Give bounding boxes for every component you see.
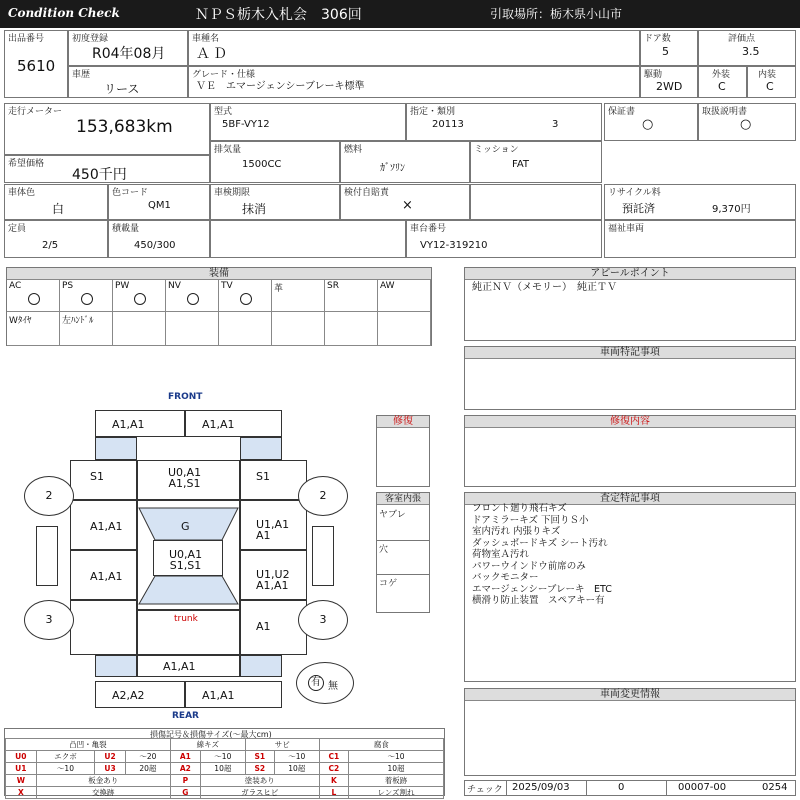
equip-cell-AC — [7, 280, 60, 312]
equip-check-mark — [187, 293, 199, 305]
grade-label: グレード・仕様 — [192, 70, 256, 80]
disp-value: 1500CC — [242, 159, 282, 170]
equip-cell-row2 — [166, 312, 219, 346]
legend-cell: U3 — [95, 763, 126, 775]
fuel-label: 燃料 — [344, 145, 363, 155]
score-value: 3.5 — [742, 45, 760, 58]
insurance-label: 検付自賠責 — [344, 188, 390, 198]
model-value: 5BF-VY12 — [222, 119, 270, 130]
legend-cell: U0 — [6, 751, 37, 763]
roof-value: U0,A1 S1,S1 — [169, 548, 203, 572]
equipment-grid — [7, 280, 431, 346]
legend-cell: S1 — [245, 751, 274, 763]
legend-cell: G — [170, 787, 200, 799]
wheel-rear-right: 3 — [298, 600, 348, 640]
load-value: 450/300 — [134, 240, 176, 251]
equip-cell-row2 — [378, 312, 431, 346]
equip-cell-row2 — [113, 312, 166, 346]
recycle-label: リサイクル料 — [608, 188, 661, 198]
equip-cell-TV — [219, 280, 272, 312]
spec-value-2: 3 — [552, 119, 559, 130]
inspector-note-line: ドアミラーキズ 下回りＳ小 — [472, 514, 589, 526]
legend-cell: 交換跡 — [36, 787, 170, 799]
cabin-item-burn: コゲ — [379, 579, 398, 589]
equip-label: PW — [115, 281, 130, 291]
left-quarter — [70, 600, 137, 655]
legend-title: 損傷記号＆損傷サイズ(～最大cm) — [150, 730, 272, 739]
history-label: 車歴 — [72, 70, 91, 80]
left-rear-pillar — [95, 655, 137, 677]
code-label: 色コード — [112, 188, 149, 198]
inspector-note-line: 室内汚れ 内張りキズ — [472, 526, 561, 537]
wheel-front-left: 2 — [24, 476, 74, 516]
windshield-value: G — [181, 520, 190, 533]
history-value: リース — [104, 82, 140, 96]
lot-number: 5610 — [17, 57, 56, 75]
right-rear-pillar — [240, 655, 282, 677]
inspector-note-line: 横滑り防止装置 スペアキー有 — [472, 595, 605, 606]
repair-box-title: 修復 — [377, 416, 429, 428]
equip-label: SR — [327, 281, 339, 291]
equip-cell-AW — [378, 280, 431, 312]
wheel-front-right: 2 — [298, 476, 348, 516]
disp-label: 排気量 — [214, 145, 242, 155]
repair-title: 修復内容 — [465, 416, 795, 428]
equip-label: PS — [62, 281, 74, 291]
legend-cell: サビ — [245, 739, 319, 751]
legend-cell: レンズ割れ — [348, 787, 443, 799]
mirror-right — [312, 526, 334, 586]
legend-cell: 板金あり — [36, 775, 170, 787]
capacity-label: 定員 — [8, 224, 27, 234]
legend-cell: S2 — [245, 763, 274, 775]
equip-cell-革 — [272, 280, 325, 312]
equip-cell-row2 — [272, 312, 325, 346]
legend-cell: 腐食 — [319, 739, 443, 751]
change-panel — [464, 688, 796, 776]
model-label: 型式 — [214, 107, 233, 117]
cabin-item-hole: 穴 — [379, 545, 389, 555]
equipment-title: 装備 — [7, 268, 431, 280]
trunk-label: trunk — [174, 614, 198, 624]
equip-label: AC — [9, 281, 22, 291]
mirror-left — [36, 526, 58, 586]
legend-cell: 10超 — [200, 763, 245, 775]
rear-label: REAR — [172, 711, 199, 721]
score-label: 評価点 — [728, 34, 756, 44]
auction-title: ＮＰＳ栃木入札会 306回 — [195, 7, 362, 23]
front-label: FRONT — [168, 392, 203, 402]
welfare-label: 福祉車両 — [608, 224, 645, 234]
pickup-location: 引取場所：栃木県小山市 — [490, 7, 623, 21]
exterior-label: 外装 — [712, 70, 731, 80]
check-zero: 0 — [618, 782, 625, 793]
legend-table — [5, 738, 444, 799]
wheel-rear-left: 3 — [24, 600, 74, 640]
legend-cell: U2 — [95, 751, 126, 763]
price-label: 希望価格 — [8, 159, 45, 169]
right-front-pillar — [240, 437, 282, 460]
interior-value: C — [766, 80, 774, 93]
doors-value: 5 — [662, 45, 669, 58]
manual-value: ○ — [740, 117, 752, 132]
code-value: QM1 — [148, 200, 171, 211]
inspector-note-line: エマージェンシーブレーキ ETC — [472, 583, 612, 595]
header-title: Condition Check — [8, 6, 120, 20]
insurance-value: × — [402, 198, 413, 213]
legend-cell: ～10 — [36, 763, 95, 775]
legend-cell: ～10 — [274, 751, 319, 763]
car-name: ＡＤ — [196, 46, 230, 62]
price-value: 450千円 — [72, 167, 127, 183]
equip-cell-NV — [166, 280, 219, 312]
equip-label: Wﾀｲﾔ — [9, 316, 32, 326]
cabin-title: 客室内張 — [377, 493, 429, 505]
equip-cell-row2 — [219, 312, 272, 346]
inspector-note-line: ダッシュボードキズ シート汚れ — [472, 537, 608, 549]
legend-cell: X — [6, 787, 37, 799]
interior-label: 内装 — [758, 70, 777, 80]
legend-cell: U1 — [6, 763, 37, 775]
equip-label: NV — [168, 281, 181, 291]
front-right-value: A1,A1 — [202, 418, 235, 431]
appeal-text: 純正ＮＶ（メモリー） 純正ＴＶ — [472, 282, 617, 293]
first-reg-label: 初度登録 — [72, 34, 109, 44]
color-label: 車体色 — [8, 188, 36, 198]
left-front-pillar — [95, 437, 137, 460]
load-label: 積載量 — [112, 224, 140, 234]
check-date: 2025/09/03 — [512, 782, 570, 793]
equip-check-mark — [81, 293, 93, 305]
legend-cell: 塗装あり — [200, 775, 319, 787]
legend-cell: A1 — [170, 751, 200, 763]
recycle-status: 預託済 — [622, 202, 655, 215]
legend-cell: エクボ — [36, 751, 95, 763]
inspector-note-line: パワーウインドウ前席のみ — [472, 560, 586, 572]
special-title: 車両特記事項 — [465, 347, 795, 359]
manual-label: 取扱説明書 — [702, 107, 748, 117]
equip-label: AW — [380, 281, 395, 291]
inspector-note-line: フロント廻り飛石キズ — [472, 503, 567, 514]
legend-cell: 20超 — [125, 763, 170, 775]
legend-cell: ガラスヒビ — [200, 787, 319, 799]
equip-label: TV — [221, 281, 233, 291]
drive-label: 駆動 — [644, 70, 663, 80]
inspector-title: 査定特記事項 — [465, 493, 795, 505]
equip-label: 左ﾊﾝﾄﾞﾙ — [62, 316, 94, 326]
front-left-value: A1,A1 — [112, 418, 145, 431]
spec-value-1: 20113 — [432, 119, 464, 130]
cabin-item-tear: ヤブレ — [379, 510, 406, 520]
mission-value: FAT — [512, 159, 530, 170]
inspector-notes — [472, 503, 792, 607]
right-front-door-value: U1,A1 A1 — [256, 518, 290, 542]
doors-label: ドア数 — [644, 34, 671, 44]
legend-cell: C1 — [319, 751, 348, 763]
equip-check-mark — [240, 293, 252, 305]
header-bar — [0, 0, 800, 28]
spare-yes: 有 — [308, 675, 324, 691]
mission-label: ミッション — [474, 145, 519, 155]
fuel-value: ｶﾞｿﾘﾝ — [380, 163, 405, 174]
check-code: 00007-00 — [678, 782, 727, 793]
right-front-fender — [240, 460, 307, 500]
inspector-note-line: 荷物室Ａ汚れ — [472, 549, 530, 560]
rear-right-panel-value: A1,A1 — [202, 689, 235, 702]
equip-cell-row2 — [325, 312, 378, 346]
equip-check-mark — [134, 293, 146, 305]
right-front-fender-value: S1 — [256, 470, 270, 483]
legend-cell: P — [170, 775, 200, 787]
chassis-label: 車台番号 — [410, 224, 447, 234]
equip-cell-PW — [113, 280, 166, 312]
legend-cell: ～20 — [125, 751, 170, 763]
equip-cell-PS — [60, 280, 113, 312]
name-box — [188, 30, 640, 66]
name-label: 車種名 — [192, 34, 220, 44]
drive-value: 2WD — [656, 80, 683, 93]
left-front-fender-value: S1 — [90, 470, 104, 483]
change-title: 車両変更情報 — [465, 689, 795, 701]
right-quarter — [240, 600, 307, 655]
equip-check-mark — [28, 293, 40, 305]
legend-cell: A2 — [170, 763, 200, 775]
chassis-value: VY12-319210 — [420, 240, 488, 251]
exterior-value: C — [718, 80, 726, 93]
rear-bumper-top-value: A1,A1 — [163, 660, 196, 673]
equip-cell-row2 — [7, 312, 60, 346]
first-reg-value: R04年08月 — [92, 46, 166, 62]
equip-cell-SR — [325, 280, 378, 312]
left-rear-door-value: A1,A1 — [90, 570, 123, 583]
hood-value: U0,A1 A1,S1 — [168, 466, 202, 490]
equip-label: 革 — [274, 284, 284, 294]
legend-cell: 線キズ — [170, 739, 245, 751]
warranty-value: ○ — [642, 117, 654, 132]
legend-cell: W — [6, 775, 37, 787]
legend-cell: 10超 — [274, 763, 319, 775]
left-front-door-value: A1,A1 — [90, 520, 123, 533]
legend-cell: 10超 — [348, 763, 443, 775]
lot-label: 出品番号 — [8, 34, 45, 44]
spare-no: 無 — [328, 681, 338, 692]
grade-value: ＶＥ エマージェンシーブレーキ標準 — [196, 81, 365, 92]
odo-value: 153,683km — [76, 117, 173, 137]
spare-tire — [296, 662, 354, 704]
legend-cell: ～10 — [200, 751, 245, 763]
legend-cell: K — [319, 775, 348, 787]
equip-cell-row2 — [60, 312, 113, 346]
rear-left-panel-value: A2,A2 — [112, 689, 145, 702]
legend-cell: 凸凹・亀裂 — [6, 739, 171, 751]
inspector-note-line: バックモニター — [472, 572, 539, 583]
recycle-fee: 9,370円 — [712, 204, 751, 215]
spec-label: 指定・類別 — [410, 107, 456, 117]
odo-label: 走行メーター — [8, 107, 63, 117]
legend-cell: C2 — [319, 763, 348, 775]
appeal-title: アピールポイント — [465, 268, 795, 280]
legend-cell: ～10 — [348, 751, 443, 763]
legend-cell: 着板跡 — [348, 775, 443, 787]
right-quarter-value: A1 — [256, 620, 271, 633]
right-rear-door-value: U1,U2 A1,A1 — [256, 568, 290, 592]
legend-cell: L — [319, 787, 348, 799]
inspect-value: 抹消 — [242, 202, 267, 216]
check-label: チェック — [467, 785, 503, 795]
color-value: 白 — [52, 202, 65, 216]
capacity-value: 2/5 — [42, 240, 59, 251]
check-num: 0254 — [762, 782, 788, 793]
inspect-label: 車検期限 — [214, 188, 251, 198]
warranty-label: 保証書 — [608, 107, 636, 117]
